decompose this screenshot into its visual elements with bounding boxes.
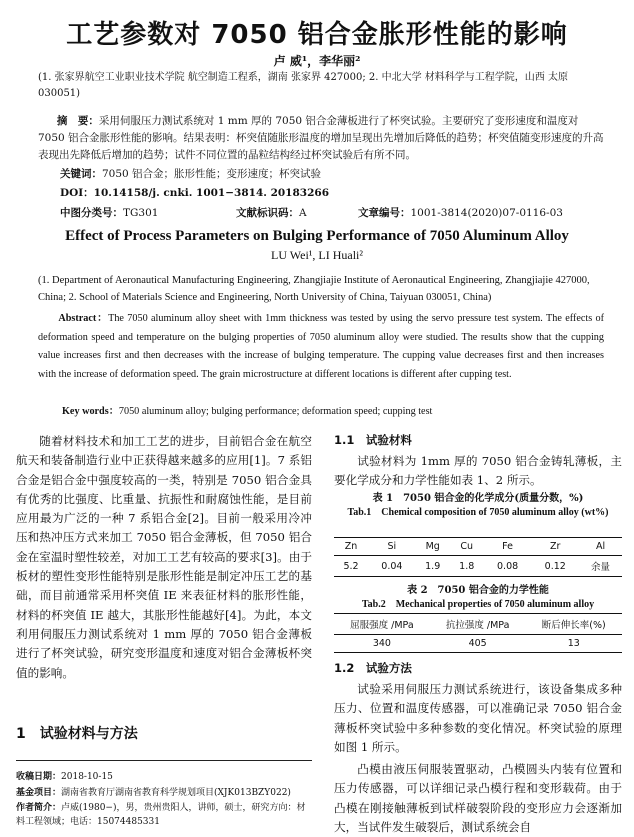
abstract-cn-label: 摘 要： xyxy=(56,115,99,127)
clc-value: TG301 xyxy=(123,207,159,219)
table2-header-row xyxy=(334,614,622,635)
table2-value-row xyxy=(334,635,622,653)
section-1-2-heading: 1.2 试验方法 xyxy=(334,661,412,675)
abstract-en-text: The 7050 aluminum alloy sheet with 1mm thickness was tested by using the servo pressure test system. The effects of deformation speed and temperature on the bulging properties of 7050 aluminum alloy were studied. The results show that the cupping value increases first and then decreases with the increase of bulging temperature. The cupping value decreases first and then increases with the increase of deformation speed. The grain microstructure at different locations is different after cupping test. xyxy=(38,313,604,380)
table1-header-row xyxy=(334,538,622,556)
author-info-label: 作者简介： xyxy=(16,803,62,813)
table1-value-cell: 0.08 xyxy=(497,560,519,572)
fund-value: 湖南省教育厅湖南省教育科学规划项目(XJK013BZY022) xyxy=(61,788,291,798)
affiliation-en: (1. Department of Aeronautical Manufacturing Engineering, Zhangjiajie Institute of Aeronautical Engineering, Zhangjiajie 427000, China; 2. School of Materials Science and Engineering, North University of China, Taiyuan 030051, China) xyxy=(38,275,590,303)
keywords-en-label: Key words： xyxy=(62,406,119,417)
table1-value-row xyxy=(334,556,622,577)
table1-header-cell: Mg xyxy=(425,541,440,552)
keywords-cn-text: 7050 铝合金；胀形性能；变形速度；杯突试验 xyxy=(102,168,322,180)
table2-header-cell: 屈服强度 /MPa xyxy=(350,620,414,631)
received-date xyxy=(16,770,312,784)
table2-header-cell: 断后伸长率(%) xyxy=(541,620,606,631)
articleno-line xyxy=(358,205,563,221)
keywords-cn xyxy=(60,166,321,182)
received-label: 收稿日期： xyxy=(16,772,62,782)
table1-value-cell: 0.12 xyxy=(544,560,566,572)
fund-info xyxy=(16,786,312,800)
clc-label: 中图分类号： xyxy=(60,207,123,219)
keywords-cn-label: 关键词： xyxy=(60,168,102,180)
table1-caption-cn: 表 1 7050 铝合金的化学成分(质量分数，%) xyxy=(372,493,584,504)
method-paragraph-1: 试验采用伺服压力测试系统进行，该设备集成多种压力、位置和温度传感器，可以准确记录 7050 铝合金薄板杯突试验中多种参数的变化情况。杯突试验的原理如图 1 所示。 xyxy=(334,682,622,754)
affiliation-cn: (1. 张家界航空工业职业技术学院 航空制造工程系，湖南 张家界 427000; 2. 中北大学 材料科学与工程学院，山西 太原 030051) xyxy=(38,72,568,99)
title-cn: 工艺参数对 7050 铝合金胀形性能的影响 xyxy=(66,20,568,50)
abstract-en xyxy=(38,310,604,384)
table1-caption-en: Tab.1 Chemical composition of 7050 aluminum alloy (wt%) xyxy=(347,507,609,518)
table1-value-cell: 1.9 xyxy=(425,560,441,572)
table1-value-cell: 5.2 xyxy=(343,560,359,572)
footnote-rule xyxy=(16,760,312,761)
keywords-en xyxy=(62,402,432,417)
doi-value: 10.14158/j. cnki. 1001−3814. 20183266 xyxy=(93,187,330,199)
articleno-value: 1001-3814(2020)07-0116-03 xyxy=(410,207,563,219)
abstract-cn xyxy=(38,113,604,164)
table1-header-cell: Fe xyxy=(502,541,513,552)
table1-value-cell: 余量 xyxy=(591,562,611,573)
doccode-line xyxy=(236,205,307,221)
doccode-value: A xyxy=(299,207,307,219)
author-info xyxy=(16,801,312,829)
authors-cn: 卢 威¹，李华丽² xyxy=(273,54,361,68)
intro-paragraph: 随着材料技术和加工工艺的进步，目前铝合金在航空航天和装备制造行业中正获得越来越多的应用[1]。7 系铝合金是铝合金中强度较高的一类，特别是 7050 铝合金具有优秀的比强度、比重量、抗振性和耐腐蚀性能，是目前应用最为广泛的一种 7 系铝合金[2]。目前一般采用冷冲压和热冲压方式来加工 7050 铝合金薄板，但 7050 铝合金在室温时塑性较差，对加工工艺有较高的要求[3]。由于板材的塑性变形性能特别是胀形性能是制定冲压工艺的基础，而目前通常采用杯突值 IE 来表征材料的胀形性能，材料的杯突值 IE 越大，其胀形性能越好[4]。为此，本文利用伺服压力测试系统对 1 mm 厚的 7050 铝合金薄板进行了杯突试验，研究变形温度和速度对铝合金薄板杯突值的影响。 xyxy=(16,434,312,680)
table1-header-cell: Al xyxy=(595,541,606,552)
table2-value-cell: 13 xyxy=(567,638,580,649)
doi-label: DOI： xyxy=(60,187,94,199)
table2-caption-cn: 表 2 7050 铝合金的力学性能 xyxy=(407,585,549,596)
table1-value-cell: 1.8 xyxy=(459,560,475,572)
doccode-label: 文献标识码： xyxy=(236,207,299,219)
articleno-label: 文章编号： xyxy=(358,207,411,219)
fund-label: 基金项目： xyxy=(16,788,62,798)
received-value: 2018-10-15 xyxy=(61,772,113,782)
table1-header-cell: Cu xyxy=(460,541,474,552)
table1-value-cell: 0.04 xyxy=(381,560,403,572)
doi-line xyxy=(60,185,329,201)
abstract-en-label: Abstract： xyxy=(58,313,109,324)
table2-caption-en: Tab.2 Mechanical properties of 7050 aluminum alloy xyxy=(361,599,595,610)
table1-header-cell: Zr xyxy=(550,541,561,552)
section-1-1-heading: 1.1 试验材料 xyxy=(334,433,412,447)
table2-mechanical xyxy=(334,613,622,653)
keywords-en-text: 7050 aluminum alloy; bulging performance; deformation speed; cupping test xyxy=(118,406,433,417)
method-paragraph-2: 凸模由液压伺服装置驱动，凸模圆头内装有位置和压力传感器，可以详细记录凸模行程和变形载荷。由于凸模在刚接触薄板到试样破裂阶段的变形应力会逐渐加大，当试件发生破裂后，测试系统会自 xyxy=(334,762,622,834)
materials-paragraph: 试验材料为 1mm 厚的 7050 铝合金铸轧薄板，主要化学成分和力学性能如表 1、2 所示。 xyxy=(334,454,622,488)
table1-header-cell: Si xyxy=(387,541,397,552)
author-info-value: 卢威(1980−)，男，贵州贵阳人，讲师，硕士，研究方向：材料工程领域；电话：15074485331 xyxy=(16,803,306,827)
table2-value-cell: 405 xyxy=(468,638,487,649)
section-1-heading: 1 试验材料与方法 xyxy=(16,726,138,742)
table1-composition xyxy=(334,537,622,577)
table1-header-cell: Zn xyxy=(344,541,358,552)
table2-header-cell: 抗拉强度 /MPa xyxy=(445,620,510,631)
title-en: Effect of Process Parameters on Bulging Performance of 7050 Aluminum Alloy xyxy=(65,228,569,244)
authors-en: LU Wei¹, LI Huali² xyxy=(271,248,363,262)
table2-value-cell: 340 xyxy=(372,638,391,649)
abstract-cn-text: 采用伺服压力测试系统对 1 mm 厚的 7050 铝合金薄板进行了杯突试验。主要研究了变形速度和温度对 7050 铝合金胀形性能的影响。结果表明：杯突值随胀形温度的增加呈现出先增加后降低的趋势；杯突值随变形速度的升高表现出先降低后增加的趋势；试件不同位置的晶粒结构经过杯突试验后有所不同。 xyxy=(38,115,604,161)
clc-line xyxy=(60,205,158,221)
